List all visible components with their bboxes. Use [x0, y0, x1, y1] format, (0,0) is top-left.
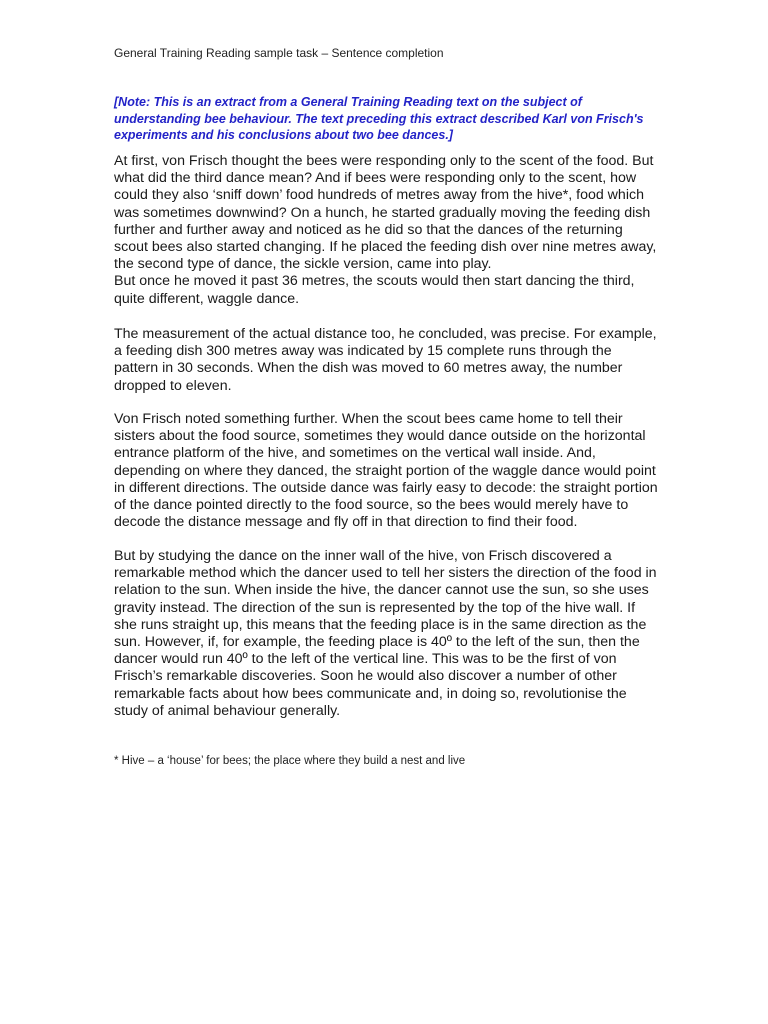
paragraph-3: [114, 411, 659, 531]
editor-note: [Note: This is an extract from a General Training Reading text on the subject of understanding bee behaviour. The text preceding this extract described Karl von Frisch's experiments and his conclusions about two bee dances.]: [114, 95, 644, 142]
page-header: General Training Reading sample task – Sentence completion: [114, 46, 444, 60]
paragraph-4: [114, 548, 659, 720]
paragraph-3-text: Von Frisch noted something further. When the scout bees came home to tell their sisters about the food source, sometimes they would dance outside on the horizontal entrance platform of the hive, and sometimes on the vertical wall inside. And, depending on where they danced, the straight portion of the waggle dance would point in different directions. The outside dance was fairly easy to decode: the straight portion of the dance pointed directly to the food source, so the bees would merely have to decode the distance message and fly off in that direction to find their food.: [114, 411, 658, 531]
paragraph-4-text: But by studying the dance on the inner wall of the hive, von Frisch discovered a remarkable method which the dancer used to tell her sisters the direction of the food in relation to the sun. When inside the hive, the dancer cannot use the sun, so she uses gravity instead. The direction of the sun is represented by the top of the hive wall. If she runs straight up, this means that the feeding place is in the same direction as the sun. However, if, for example, the feeding place is 40º to the left of the sun, then the dancer would run 40º to the left of the vertical line. This was to be the first of von Frisch’s remarkable discoveries. Soon he would also discover a number of other remarkable facts about how bees communicate and, in doing so, revolutionise the study of animal behaviour generally.: [114, 548, 657, 719]
paragraph-1: [114, 153, 659, 308]
paragraph-1-part-2: But once he moved it past 36 metres, the scouts would then start dancing the third, quite different, waggle dance.: [114, 273, 635, 307]
paragraph-2-text: The measurement of the actual distance too, he concluded, was precise. For example, a feeding dish 300 metres away was indicated by 15 complete runs through the pattern in 30 seconds. When the dish was moved to 60 metres away, the number dropped to eleven.: [114, 326, 657, 394]
footnote: * Hive – a ‘house’ for bees; the place where they build a nest and live: [114, 755, 466, 767]
paragraph-2: [114, 326, 659, 395]
paragraph-1-part-1: At first, von Frisch thought the bees were responding only to the scent of the food. But what did the third dance mean? And if bees were responding only to the scent, how could they also ‘sniff down’ food hundreds of metres away from the hive*, food which was sometimes downwind? On a hunch, he started gradually moving the feeding dish further and further away and noticed as he did so that the dances of the returning scout bees also started changing. If he placed the feeding dish over nine metres away, the second type of dance, the sickle version, came into play.: [114, 153, 657, 273]
